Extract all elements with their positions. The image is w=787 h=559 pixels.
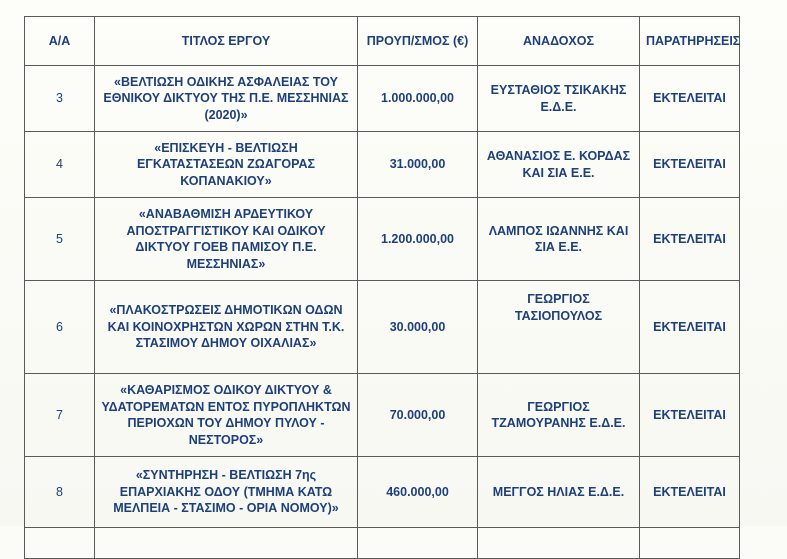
project-title: «ΠΛΑΚΟΣΤΡΩΣΕΙΣ ΔΗΜΟΤΙΚΩΝ ΟΔΩΝ ΚΑΙ ΚΟΙΝΟΧΡΗΣΤΩΝ ΧΩΡΩΝ ΣΤΗΝ Τ.Κ. ΣΤΑΣΙΜΟΥ ΔΗΜΟΥ ΟΙΧΑΛΙΑΣ» <box>95 281 358 374</box>
project-title: «ΒΕΛΤΙΩΣΗ ΟΔΙΚΗΣ ΑΣΦΑΛΕΙΑΣ ΤΟΥ ΕΘΝΙΚΟΥ ΔΙΚΤΥΟΥ ΤΗΣ Π.Ε. ΜΕΣΣΗΝΙΑΣ (2020)» <box>95 66 358 132</box>
header-aa: Α/Α <box>25 17 95 66</box>
project-remark: ΕΚΤΕΛΕΙΤΑΙ <box>640 374 740 457</box>
projects-table <box>24 16 740 559</box>
empty-cell <box>95 528 358 559</box>
empty-cell <box>25 528 95 559</box>
project-title: «ΑΝΑΒΑΘΜΙΣΗ ΑΡΔΕΥΤΙΚΟΥ ΑΠΟΣΤΡΑΓΓΙΣΤΙΚΟΥ ΚΑΙ ΟΔΙΚΟΥ ΔΙΚΤΥΟΥ ΓΟΕΒ ΠΑΜΙΣΟΥ Π.Ε. ΜΕΣΣΗΝΙΑΣ» <box>95 198 358 281</box>
project-contractor: ΓΕΩΡΓΙΟΣ ΤΖΑΜΟΥΡΑΝΗΣ Ε.Δ.Ε. <box>478 374 640 457</box>
table-row <box>25 374 740 457</box>
table-row <box>25 198 740 281</box>
project-remark: ΕΚΤΕΛΕΙΤΑΙ <box>640 457 740 528</box>
project-contractor: ΓΕΩΡΓΙΟΣ ΤΑΣΙΟΠΟΥΛΟΣ <box>478 281 640 374</box>
empty-cell <box>640 528 740 559</box>
project-budget: 30.000,00 <box>358 281 478 374</box>
header-title: ΤΙΤΛΟΣ ΕΡΓΟΥ <box>95 17 358 66</box>
table-header-row <box>25 17 740 66</box>
header-budget: ΠΡΟΥΠ/ΣΜΟΣ (€) <box>358 17 478 66</box>
project-remark: ΕΚΤΕΛΕΙΤΑΙ <box>640 198 740 281</box>
project-remark: ΕΚΤΕΛΕΙΤΑΙ <box>640 132 740 198</box>
project-title: «ΕΠΙΣΚΕΥΗ - ΒΕΛΤΙΩΣΗ ΕΓΚΑΤΑΣΤΑΣΕΩΝ ΖΩΑΓΟΡΑΣ ΚΟΠΑΝΑΚΙΟΥ» <box>95 132 358 198</box>
table-row <box>25 66 740 132</box>
project-remark: ΕΚΤΕΛΕΙΤΑΙ <box>640 66 740 132</box>
project-budget: 70.000,00 <box>358 374 478 457</box>
project-title: «ΚΑΘΑΡΙΣΜΟΣ ΟΔΙΚΟΥ ΔΙΚΤΥΟΥ & ΥΔΑΤΟΡΕΜΑΤΩΝ ΕΝΤΟΣ ΠΥΡΟΠΛΗΚΤΩΝ ΠΕΡΙΟΧΩΝ ΤΟΥ ΔΗΜΟΥ ΠΥΛΟΥ - ΝΕΣΤΟΡΟΣ» <box>95 374 358 457</box>
row-number: 8 <box>25 457 95 528</box>
project-remark: ΕΚΤΕΛΕΙΤΑΙ <box>640 281 740 374</box>
empty-cell <box>358 528 478 559</box>
project-contractor: ΛΑΜΠΟΣ ΙΩΑΝΝΗΣ ΚΑΙ ΣΙΑ Ε.Ε. <box>478 198 640 281</box>
table-row <box>25 132 740 198</box>
row-number: 5 <box>25 198 95 281</box>
project-budget: 1.000.000,00 <box>358 66 478 132</box>
project-contractor: ΜΕΓΓΟΣ ΗΛΙΑΣ Ε.Δ.Ε. <box>478 457 640 528</box>
header-remarks: ΠΑΡΑΤΗΡΗΣΕΙΣ <box>640 17 740 66</box>
header-contractor: ΑΝΑΔΟΧΟΣ <box>478 17 640 66</box>
table-row <box>25 281 740 374</box>
project-budget: 31.000,00 <box>358 132 478 198</box>
row-number: 7 <box>25 374 95 457</box>
row-number: 6 <box>25 281 95 374</box>
project-title: «ΣΥΝΤΗΡΗΣΗ - ΒΕΛΤΙΩΣΗ 7ης ΕΠΑΡΧΙΑΚΗΣ ΟΔΟΥ (ΤΜΗΜΑ ΚΑΤΩ ΜΕΛΠΕΙΑ - ΣΤΑΣΙΜΟ - ΟΡΙΑ ΝΟΜΟΥ)» <box>95 457 358 528</box>
row-number: 4 <box>25 132 95 198</box>
empty-cell <box>478 528 640 559</box>
table-row-partial <box>25 528 740 559</box>
project-contractor: ΕΥΣΤΑΘΙΟΣ ΤΣΙΚΑΚΗΣ Ε.Δ.Ε. <box>478 66 640 132</box>
row-number: 3 <box>25 66 95 132</box>
project-contractor: ΑΘΑΝΑΣΙΟΣ Ε. ΚΟΡΔΑΣ ΚΑΙ ΣΙΑ Ε.Ε. <box>478 132 640 198</box>
table-row <box>25 457 740 528</box>
project-budget: 460.000,00 <box>358 457 478 528</box>
project-budget: 1.200.000,00 <box>358 198 478 281</box>
